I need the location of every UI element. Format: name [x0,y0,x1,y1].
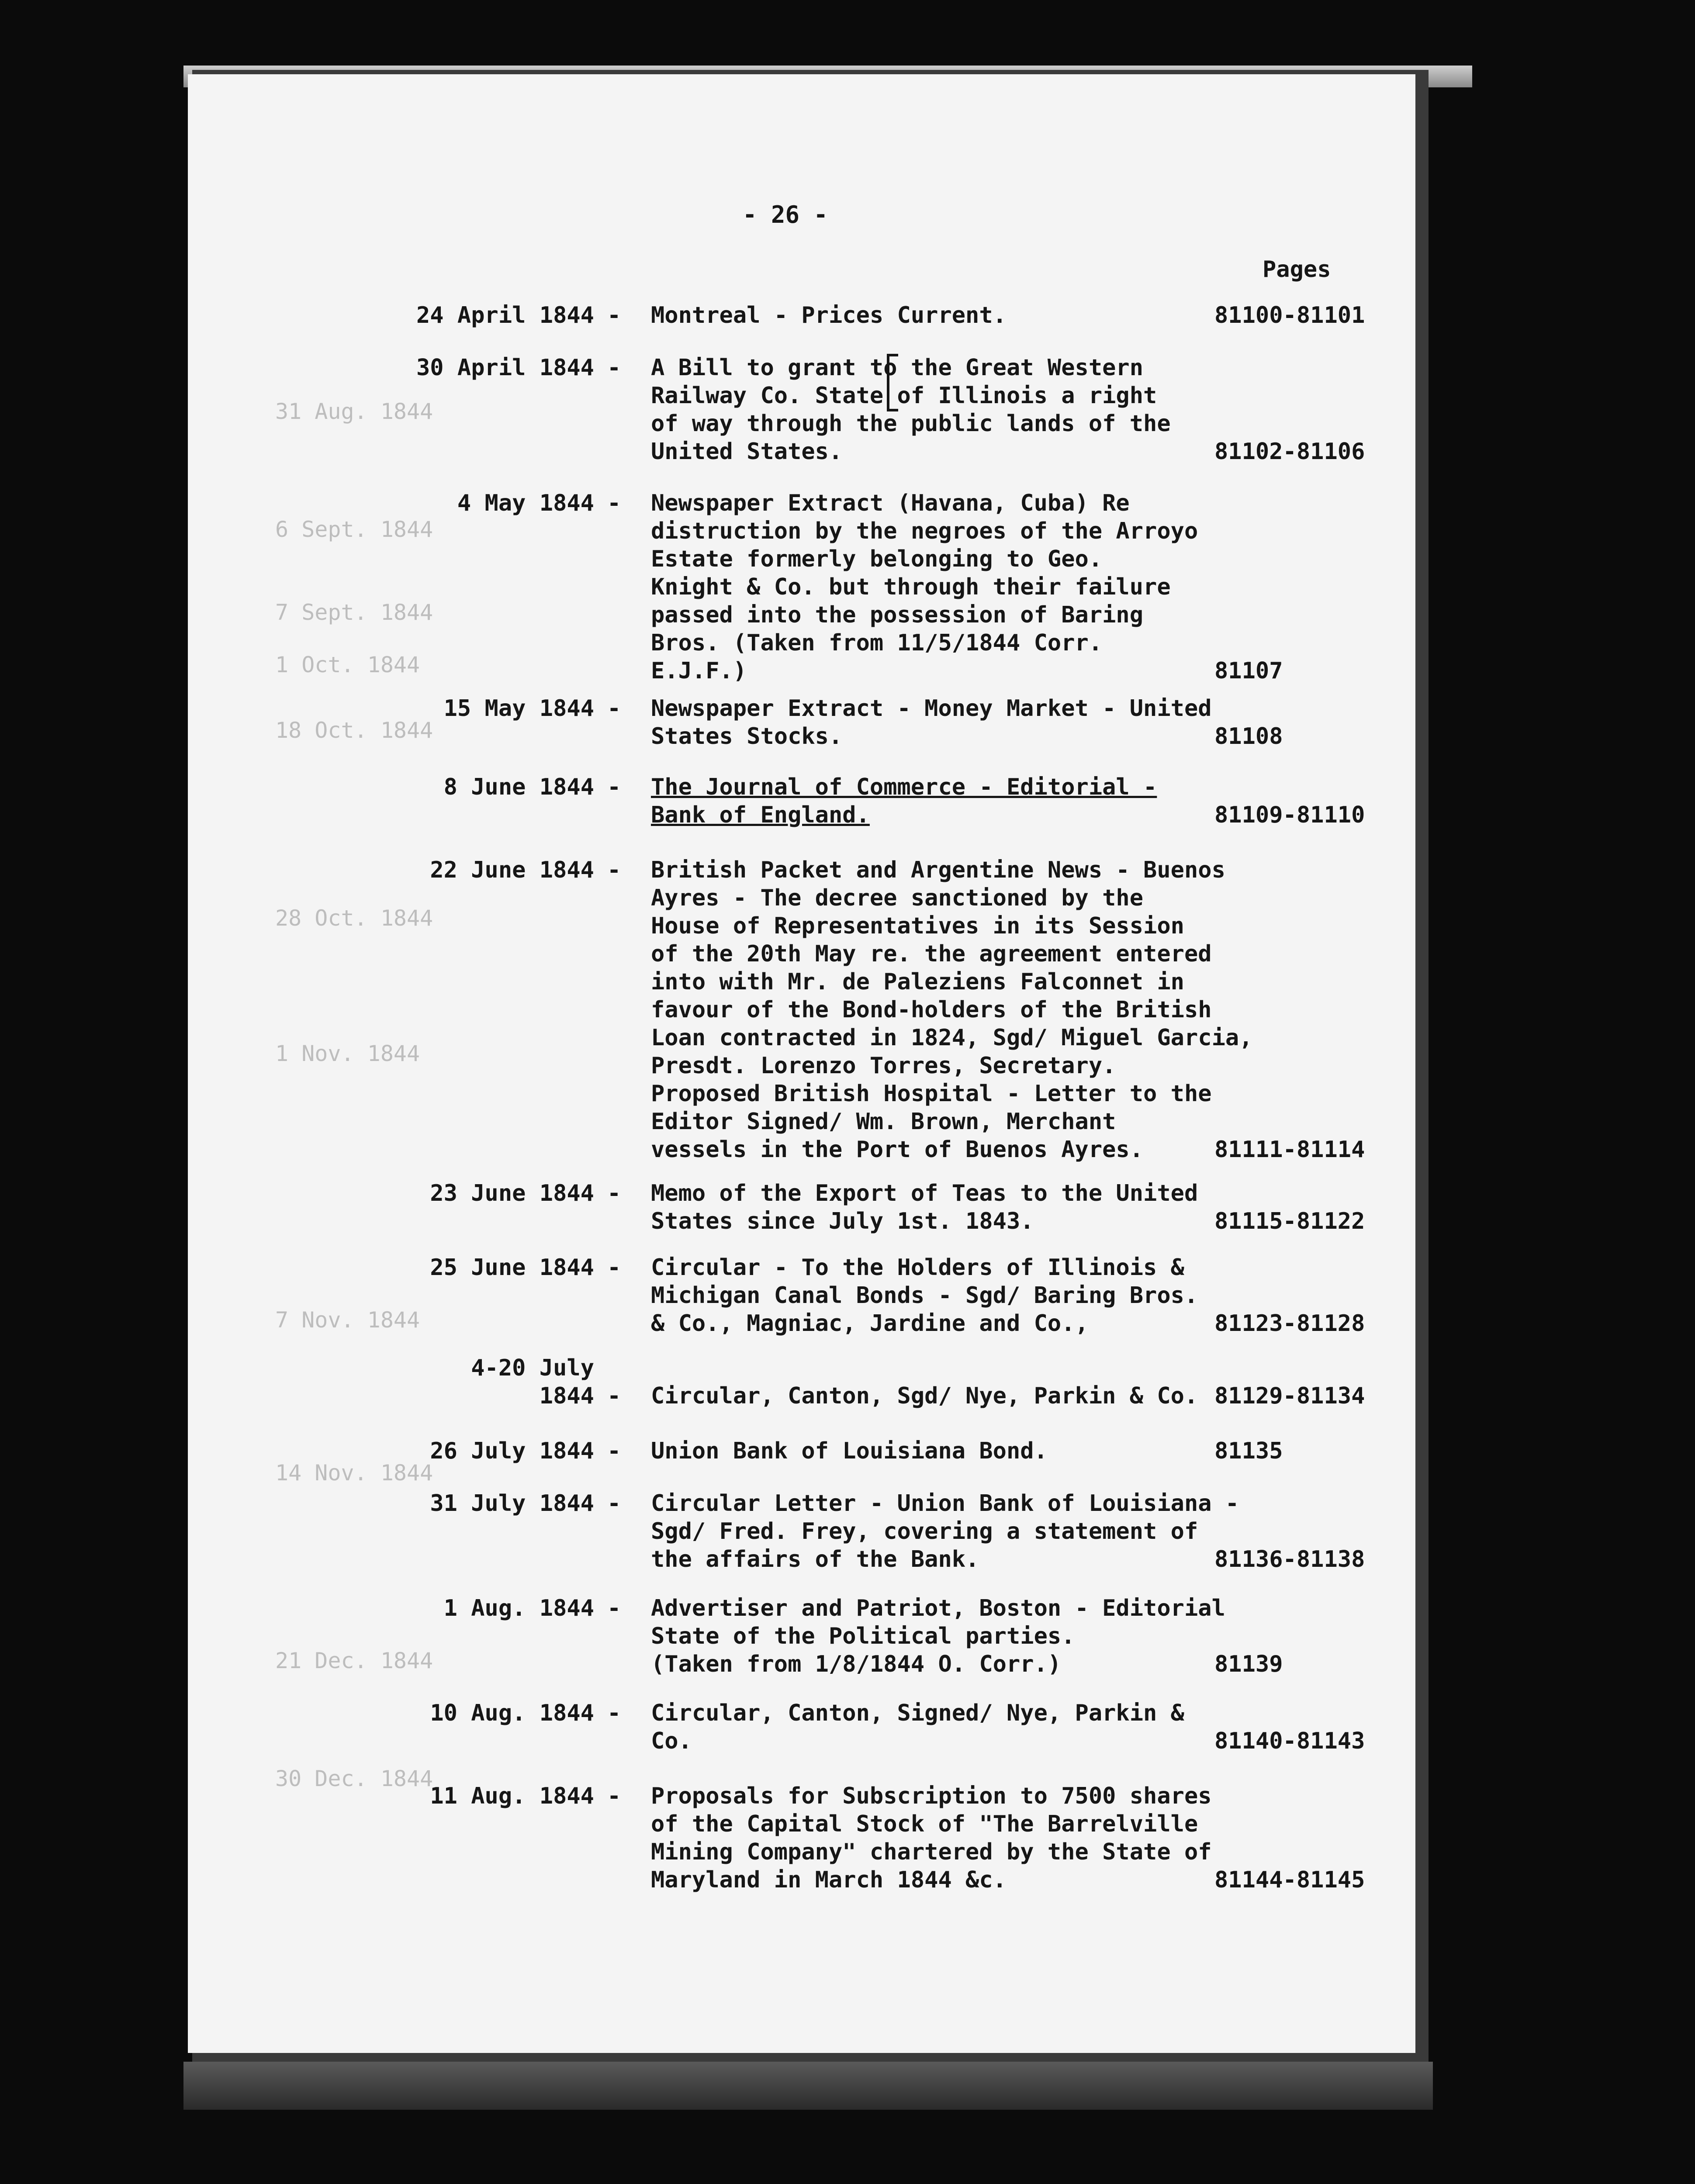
entry-pages: 81102-81106 [1214,439,1365,465]
entry-description: Proposals for Subscription to 7500 shares of the Capital Stock of "The Barrelville Mining Company" chartered by the State of Maryland in March 1844 &c. [651,1783,1212,1893]
entry-description: British Packet and Argentine News - Buenos Ayres - The decree sanctioned by the House of Representatives in its Session of the 20th May re. the agreement entered into with Mr. de Paleziens Falconnet in favour of the Bond-holders of the British Loan contracted in 1824, Sgd/ Miguel Garcia, Presdt. Lorenzo Torres, Secretary. Proposed British Hospital - Letter to the Editor Signed/ Wm. Brown, Merchant vessels in the Port of Buenos Ayres. [651,857,1253,1163]
entry-description: Union Bank of Louisiana Bond. [651,1438,1048,1464]
entry-dash: - [607,490,621,516]
entry-dash: - [607,774,621,800]
entry-pages: 81129-81134 [1214,1383,1365,1409]
entry-pages: 81136-81138 [1214,1546,1365,1572]
entry-pages: 81111-81114 [1214,1137,1365,1163]
entry-pages: 81140-81143 [1214,1728,1365,1754]
entry-date: 22 June 1844 [430,857,594,883]
entry-description: Circular, Canton, Signed/ Nye, Parkin & Co. [651,1700,1184,1754]
entry-date: 11 Aug. 1844 [430,1783,594,1809]
entry-date: 23 June 1844 [430,1180,594,1206]
entry-date: 1 Aug. 1844 [443,1595,594,1621]
entry-pages: 81144-81145 [1214,1867,1365,1893]
entry-date: 4 May 1844 [457,490,594,516]
bleed-through-text: 31 Aug. 1844 [275,399,433,424]
entry-dash: - [607,857,621,883]
bleed-through-text: 6 Sept. 1844 [275,517,433,542]
entry-description: Advertiser and Patriot, Boston - Editorial State of the Political parties. (Taken from 1/8/1844 O. Corr.) [651,1595,1225,1677]
entry-dash: - [607,302,621,328]
entry-dash: - [607,1490,621,1517]
bleed-through-text: 30 Dec. 1844 [275,1766,433,1791]
entry-date: 31 July 1844 [430,1490,594,1517]
entry-pages: 81100-81101 [1214,302,1365,328]
entry-date: 26 July 1844 [430,1438,594,1464]
pages-column-header: Pages [1263,256,1331,283]
entry-date: 30 April 1844 [416,355,594,381]
entry-description: Newspaper Extract (Havana, Cuba) Re distruction by the negroes of the Arroyo Estate formerly belonging to Geo. Knight & Co. but through their failure passed into the possession of Baring Bros. (Taken from 11/5/1844 Corr. E.J.F.) [651,490,1198,684]
entry-dash: - [607,1254,621,1281]
entry-description: A Bill to grant to the Great Western Railway Co. State of Illinois a right of way through the public lands of the United States. [651,355,1171,465]
entry-date: 4-20 July 1844 [471,1355,594,1409]
entry-pages: 81135 [1214,1438,1283,1464]
bleed-through-text: 18 Oct. 1844 [275,718,433,743]
bleed-through-text: 28 Oct. 1844 [275,905,433,931]
entry-dash: - [607,695,621,722]
entry-dash: - [607,1595,621,1621]
entry-description: Circular, Canton, Sgd/ Nye, Parkin & Co. [651,1383,1198,1409]
entry-description: Montreal - Prices Current. [651,302,1007,328]
entry-description: Circular - To the Holders of Illinois & Michigan Canal Bonds - Sgd/ Baring Bros. & Co., Magniac, Jardine and Co., [651,1254,1198,1337]
bleed-through-text: 7 Sept. 1844 [275,600,433,625]
entry-description: Newspaper Extract - Money Market - United States Stocks. [651,695,1212,750]
bleed-through-text: 21 Dec. 1844 [275,1648,433,1673]
entry-date: 10 Aug. 1844 [430,1700,594,1726]
entry-dash: - [607,1180,621,1206]
entry-pages: 81109-81110 [1214,802,1365,828]
entry-pages: 81123-81128 [1214,1310,1365,1337]
entry-date: 25 June 1844 [430,1254,594,1281]
entry-date: 15 May 1844 [443,695,594,722]
bleed-through-text: 7 Nov. 1844 [275,1307,420,1333]
entry-pages: 81115-81122 [1214,1208,1365,1234]
bleed-through-text: 14 Nov. 1844 [275,1460,433,1486]
page-number: - 26 - [743,201,828,228]
entry-dash: - [607,1700,621,1726]
entry-date: 8 June 1844 [443,774,594,800]
document-page [188,74,1415,2053]
entry-dash: - [607,1383,621,1409]
entry-pages: 81108 [1214,723,1283,750]
entry-pages: 81107 [1214,658,1283,684]
entry-description: Memo of the Export of Teas to the United States since July 1st. 1843. [651,1180,1198,1234]
entry-description: Circular Letter - Union Bank of Louisiana - Sgd/ Fred. Frey, covering a statement of the affairs of the Bank. [651,1490,1239,1572]
bleed-through-text: 1 Oct. 1844 [275,652,420,677]
entry-dash: - [607,355,621,381]
page-stack-edge [183,2062,1433,2110]
entry-dash: - [607,1783,621,1809]
entry-description: The Journal of Commerce - Editorial - Bank of England. [651,774,1157,828]
bleed-through-text: 1 Nov. 1844 [275,1041,420,1066]
entry-date: 24 April 1844 [416,302,594,328]
entry-dash: - [607,1438,621,1464]
entry-pages: 81139 [1214,1651,1283,1677]
